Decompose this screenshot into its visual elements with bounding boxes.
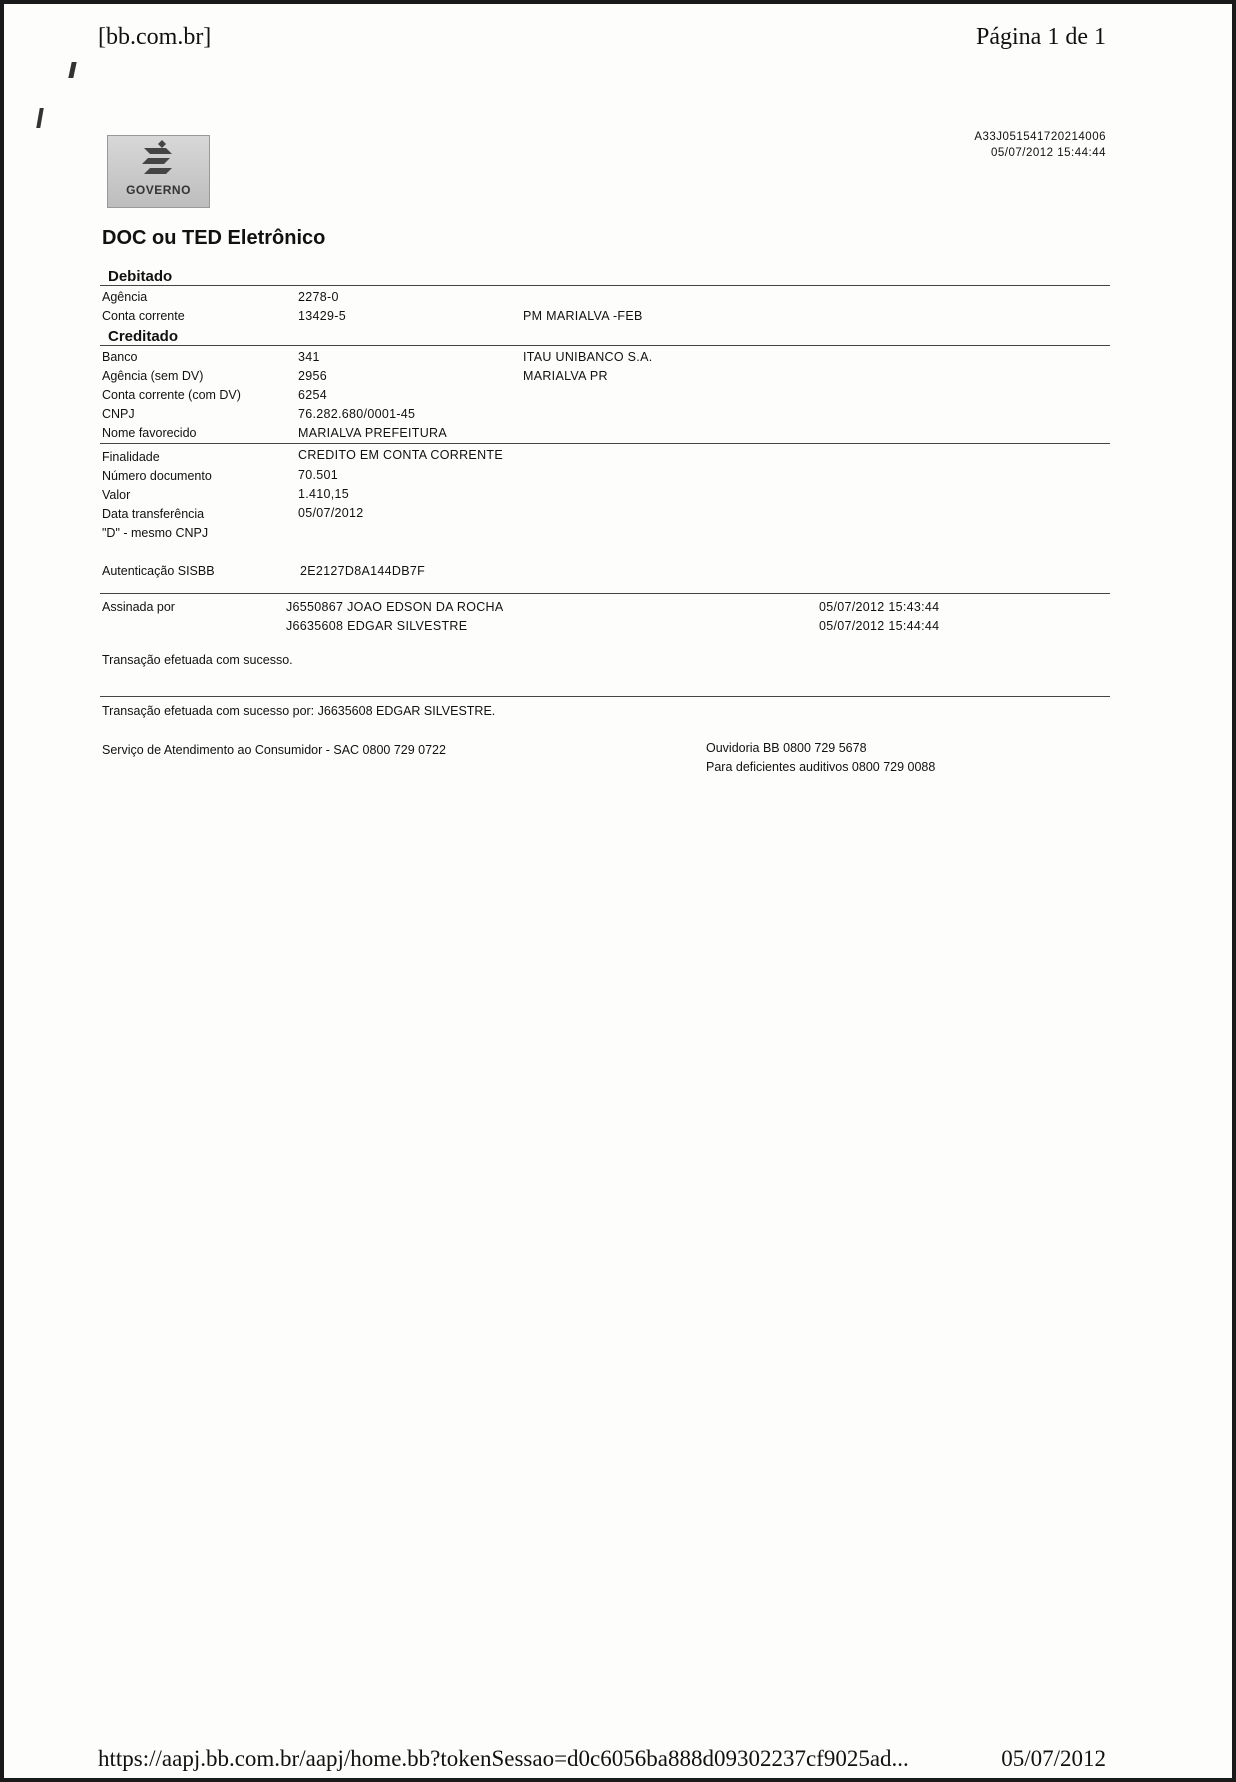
label-agencia: Agência [102,290,148,304]
label-mesmo-cnpj: "D" - mesmo CNPJ [102,526,209,540]
bank-name: ITAU UNIBANCO S.A. [523,350,653,364]
signer-name: J6550867 JOAO EDSON DA ROCHA [286,600,504,614]
transaction-id: A33J051541720214006 [974,131,1106,143]
divider [100,443,1110,444]
value-agencia-sem-dv: 2956 [298,369,328,383]
value-agencia: 2278-0 [298,290,339,304]
value-autenticacao: 2E2127D8A144DB7F [300,564,426,578]
value-cnpj: 76.282.680/0001-45 [298,407,416,421]
label-numero-documento: Número documento [102,469,212,483]
logo-text: GOVERNO [126,183,191,197]
branch-location: MARIALVA PR [523,369,608,383]
divider [100,696,1110,697]
footer-date: 05/07/2012 [1001,1746,1106,1771]
ouvidoria-contact: Ouvidoria BB 0800 729 5678 [706,741,867,755]
footer-url: https://aapj.bb.com.br/aapj/home.bb?tokenSessao=d0c6056ba888d09302237cf9025ad... [98,1746,909,1771]
label-assinada-por: Assinada por [102,600,175,614]
document-page [4,4,1232,1778]
divider [100,285,1110,286]
deficientes-contact: Para deficientes auditivos 0800 729 0088 [706,760,936,774]
label-data-transferencia: Data transferência [102,507,205,521]
page-title: DOC ou TED Eletrônico [102,227,326,249]
bb-logo-icon [108,136,209,186]
divider [100,345,1110,346]
label-cnpj: CNPJ [102,407,135,421]
signer-name: J6635608 EDGAR SILVESTRE [286,619,468,633]
section-debitado: Debitado [108,268,173,285]
value-conta-com-dv: 6254 [298,388,328,402]
scan-mark [68,62,76,78]
label-autenticacao: Autenticação SISBB [102,564,215,578]
signer-datetime: 05/07/2012 15:43:44 [819,600,940,614]
status-success-by: Transação efetuada com sucesso por: J6635608 EDGAR SILVESTRE. [102,704,496,718]
value-conta-corrente: 13429-5 [298,309,346,323]
label-conta-corrente: Conta corrente [102,309,185,323]
divider [100,593,1110,594]
site-header: [bb.com.br] [98,24,212,50]
bb-governo-logo [107,135,210,208]
page-number: Página 1 de 1 [976,24,1106,50]
section-creditado: Creditado [108,328,179,345]
label-conta-com-dv: Conta corrente (com DV) [102,388,241,402]
value-banco: 341 [298,350,320,364]
value-nome-favorecido: MARIALVA PREFEITURA [298,426,448,440]
debitado-account-name: PM MARIALVA -FEB [523,309,643,323]
status-success: Transação efetuada com sucesso. [102,653,293,667]
scan-mark [36,108,44,128]
value-valor: 1.410,15 [298,487,350,501]
value-numero-documento: 70.501 [298,468,339,482]
sac-contact: Serviço de Atendimento ao Consumidor - SAC 0800 729 0722 [102,743,446,757]
header-timestamp: 05/07/2012 15:44:44 [990,147,1106,159]
label-valor: Valor [102,488,131,502]
label-finalidade: Finalidade [102,450,160,464]
signer-datetime: 05/07/2012 15:44:44 [819,619,940,633]
label-nome-favorecido: Nome favorecido [102,426,197,440]
label-agencia-sem-dv: Agência (sem DV) [102,369,204,383]
label-banco: Banco [102,350,138,364]
value-data-transferencia: 05/07/2012 [298,506,364,520]
value-finalidade: CREDITO EM CONTA CORRENTE [298,448,503,462]
